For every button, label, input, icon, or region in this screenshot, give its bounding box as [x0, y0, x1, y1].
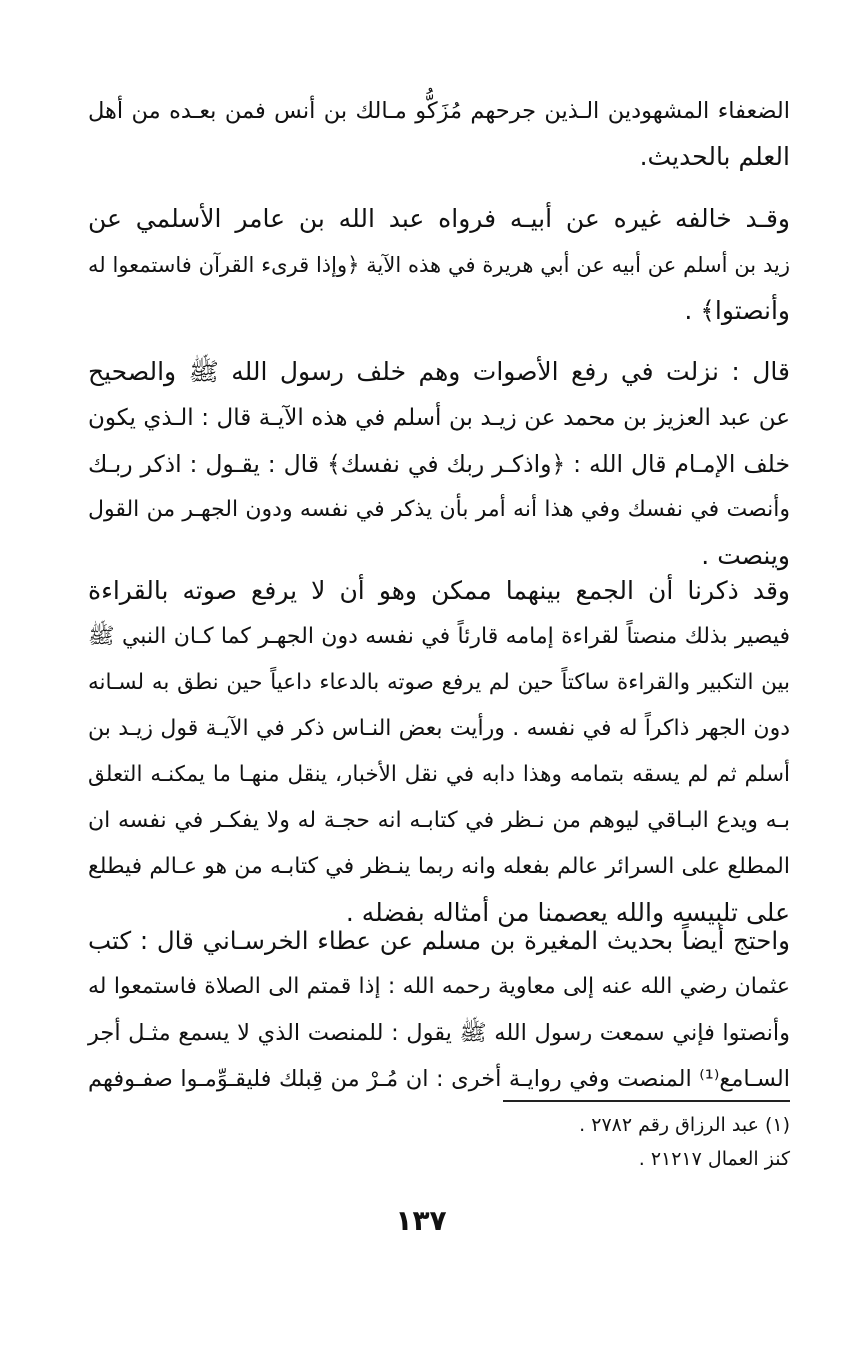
text-line: الضعفاء المشهودين الـذين جرحهم مُزَكُّو مـالك بن أنس فمن بعـده من أهل	[88, 98, 790, 124]
footnote-2: كنز العمال ٢١٢١٧ .	[638, 1148, 790, 1170]
text-line: خلف الإمـام قال الله : ﴿واذكـر ربك في نفسك﴾ قال : يقـول : اذكر ربـك	[88, 450, 790, 478]
text-line: واحتج أيضاً بحديث المغيرة بن مسلم عن عطاء الخرسـاني قال : كتب	[88, 926, 790, 955]
footnote-1: (١) عبد الرزاق رقم ٢٧٨٢ .	[579, 1114, 790, 1136]
text-line: وأنصتوا فإني سمعت رسول الله ﷺ يقول : للمنصت الذي لا يسمع مثـل أجر	[88, 1020, 790, 1046]
footnotes	[400, 1108, 790, 1176]
text-line: بـه ويدع البـاقي ليوهم من نـظر في كتابـه انه حجـة له ولا يفكـر في نفسه ان	[88, 808, 790, 833]
text-line: وينصت .	[701, 541, 790, 570]
paragraph-4	[88, 568, 790, 936]
paragraph-3	[88, 349, 790, 579]
page-number: ١٣٧	[395, 1204, 447, 1237]
text-line: أسلم ثم لم يسقه بتمامه وهذا دابه في نقل الأخبار، ينقل منهـا ما يمكنـه التعلق	[88, 762, 790, 787]
text-line: السـامع⁽¹⁾ المنصت وفي روايـة أخرى : ان مُـرْ من قِبلك فليقـوِّمـوا صفـوفهم	[88, 1066, 790, 1092]
text-line: العلم بالحديث.	[639, 142, 790, 171]
paragraph-5	[88, 918, 790, 1102]
text-line: دون الجهر ذاكراً له في نفسه . ورأيت بعض النـاس ذكر في الآيـة قول زيـد بن	[88, 716, 790, 741]
text-line: وأنصتوا﴾ .	[684, 296, 790, 325]
text-line: المطلع على السرائر عالم بفعله وانه ربما ينـظر في كتابـه من هو عـالم فيطلع	[88, 854, 790, 879]
paragraph-2	[88, 196, 790, 334]
text-line: عثمان رضي الله عنه إلى معاوية رحمه الله : إذا قمتم الى الصلاة فاستمعوا له	[88, 974, 790, 999]
text-line: بين التكبير والقراءة ساكتاً حين لم يرفع صوته بالدعاء داعياً حين نطق به لسـانه	[88, 670, 790, 695]
text-line: وقد ذكرنا أن الجمع بينهما ممكن وهو أن لا يرفع صوته بالقراءة	[88, 576, 790, 605]
text-line: عن عبد العزيز بن محمد عن زيـد بن أسلم في هذه الآيـة قال : الـذي يكون	[88, 405, 790, 431]
text-line: فيصير بذلك منصتاً لقراءة إمامه قارئاً في نفسه دون الجهـر كما كـان النبي ﷺ	[88, 624, 790, 649]
text-line: وأنصت في نفسك وفي هذا أنه أمر بأن يذكر في نفسه ودون الجهـر من القول	[88, 497, 790, 522]
footnote-divider	[503, 1100, 790, 1102]
text-line: قال : نزلت في رفع الأصوات وهم خلف رسول الله ﷺ والصحيح	[88, 357, 790, 386]
text-line: وقـد خالفه غيره عن أبيـه فرواه عبد الله بن عامر الأسلمي عن	[88, 204, 790, 233]
text-line: زيد بن أسلم عن أبيه عن أبي هريرة في هذه الآية ﴿وإذا قرىء القرآن فاستمعوا له	[88, 253, 790, 277]
text-line: على تلبيسه والله يعصمنا من أمثاله بفضله .	[345, 898, 790, 927]
paragraph-1	[88, 88, 790, 180]
